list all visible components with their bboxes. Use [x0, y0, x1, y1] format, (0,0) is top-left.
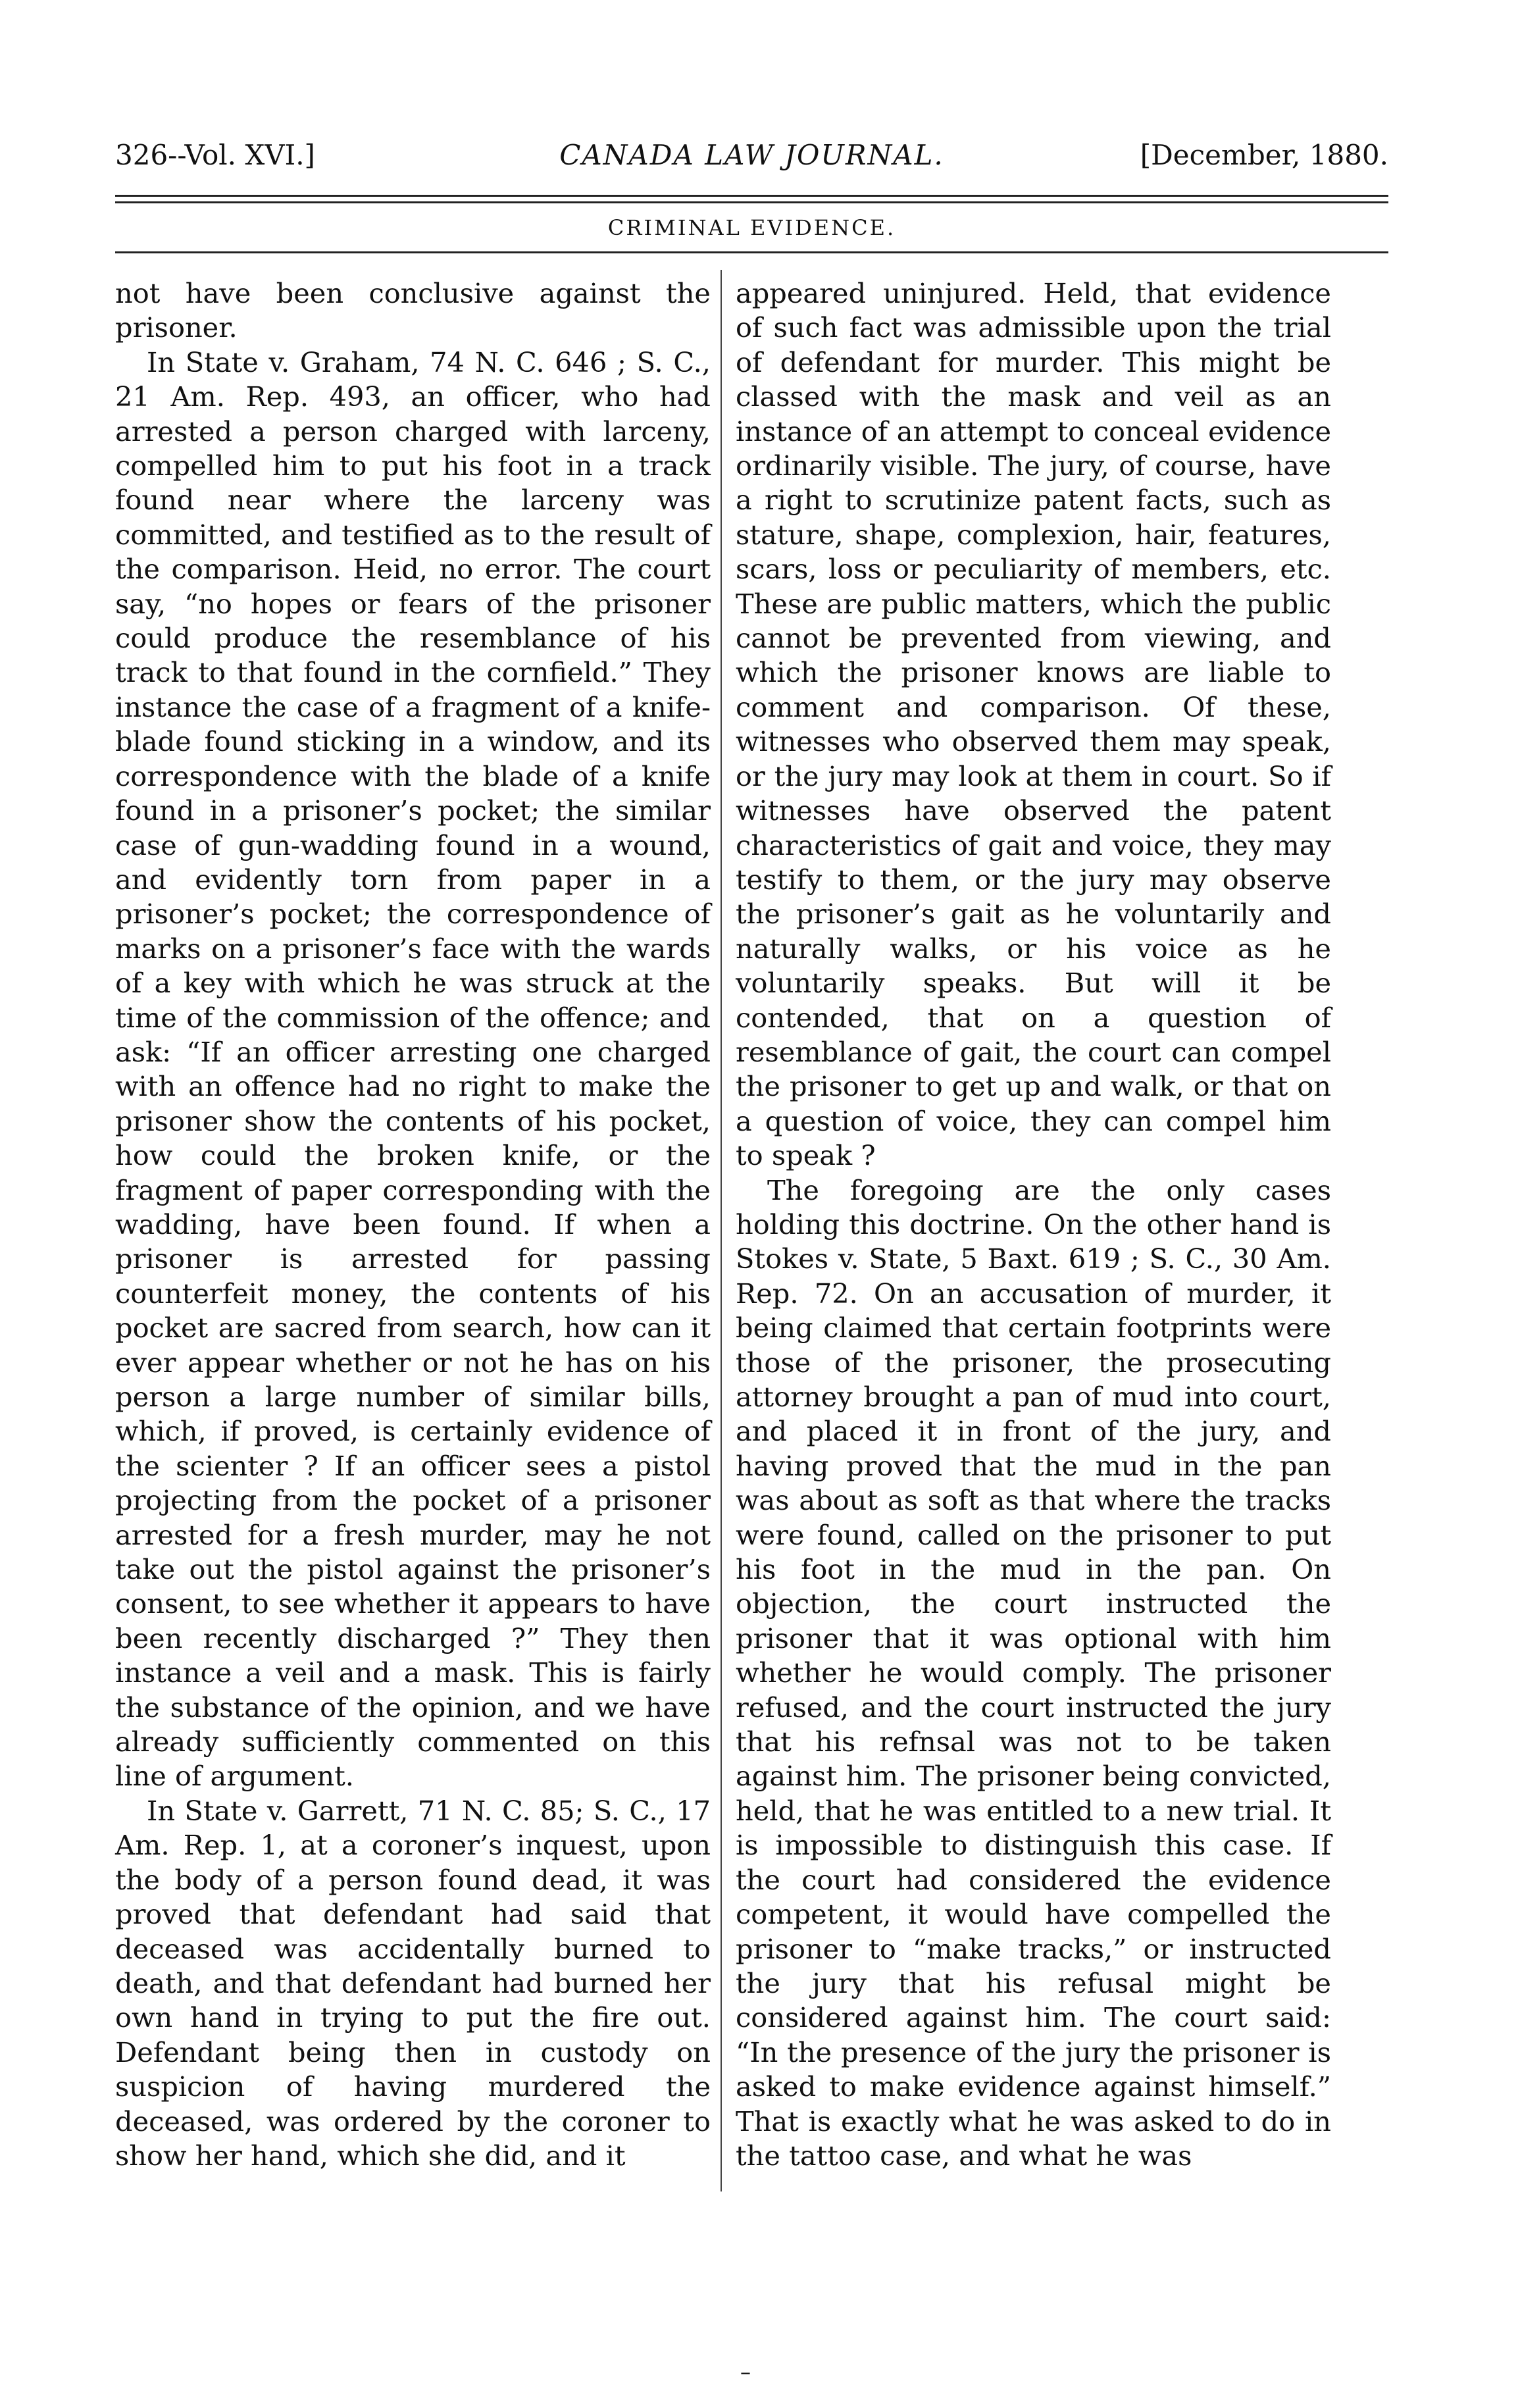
page-number-volume: 326--Vol. XVI.]	[115, 139, 315, 171]
issue-date: [December, 1880.	[1140, 139, 1388, 171]
header-rule-top	[115, 195, 1388, 197]
page-header	[115, 130, 1388, 183]
journal-title: CANADA LAW JOURNAL.	[559, 139, 944, 171]
paragraph: The foregoing are the only cases holding this doctrine. On the other hand is Stokes v. State, 5 Baxt. 619 ; S. C., 30 Am. Rep. 72. On an accusation of murder, it being claimed that certain footprints were those of the prisoner, the prosecuting attorney brought a pan of mud into court, and placed it in front of the jury, and having proved that the mud in the pan was about as soft as that where the tracks were found, called on the prisoner to put his foot in the mud in the pan. On objection, the court instructed the prisoner that it was optional with him whether he would comply. The prisoner refused, and the court instructed the jury that his refnsal was not to be taken against him. The prisoner being convicted, held, that he was entitled to a new trial. It is impossible to distinguish this case. If the court had considered the evidence competent, it would have compelled the prisoner to “make tracks,” or instructed the jury that his refusal might be considered against him. The court said: “In the presence of the jury the prisoner is asked to make evidence against himself.” That is exactly what he was asked to do in the tattoo case, and what he was	[736, 1173, 1331, 2172]
right-column	[736, 276, 1331, 2173]
paragraph: not have been conclusive against the prisoner.	[115, 277, 711, 344]
section-title: CRIMINAL EVIDENCE.	[607, 215, 896, 240]
paragraph: In State v. Garrett, 71 N. C. 85; S. C., 17 Am. Rep. 1, at a coroner’s inquest, upon the body of a person found dead, it was proved that defendant had said that deceased was accidentally burned to death, and that defendant had burned her own hand in trying to put the fire out. Defendant being then in custody on suspicion of having murdered the deceased, was ordered by the coroner to show her hand, which she did, and it	[115, 1794, 711, 2172]
paragraph: appeared uninjured. Held, that evidence of such fact was admissible upon the trial of defendant for murder. This might be classed with the mask and veil as an instance of an attempt to conceal evidence ordinarily visible. The jury, of course, have a right to scrutinize patent facts, such as stature, shape, complexion, hair, features, scars, loss or peculiarity of members, etc. These are public matters, which the public cannot be prevented from viewing, and which the prisoner knows are liable to comment and comparison. Of these, witnesses who observed them may speak, or the jury may look at them in court. So if witnesses have observed the patent characteristics of gait and voice, they may testify to them, or the jury may observe the prisoner’s gait as he voluntarily and naturally walks, or his voice as he voluntarily speaks. But will it be contended, that on a question of resemblance of gait, the court can compel the prisoner to get up and walk, or that on a question of voice, they can compel him to speak ?	[736, 277, 1331, 1172]
section-rule	[115, 251, 1388, 253]
footer-mark: –	[740, 2359, 751, 2384]
column-divider	[721, 270, 722, 2191]
left-column	[115, 276, 711, 2173]
paragraph: In State v. Graham, 74 N. C. 646 ; S. C., 21 Am. Rep. 493, an officer, who had arrested a person charged with larceny, compelled him to put his foot in a track found near where the larceny was committed, and testified as to the result of the comparison. Heid, no error. The court say, “no hopes or fears of the prisoner could produce the resemblance of his track to that found in the cornfield.” They instance the case of a fragment of a knife-blade found sticking in a window, and its correspondence with the blade of a knife found in a prisoner’s pocket; the similar case of gun-wadding found in a wound, and evidently torn from paper in a prisoner’s pocket; the correspondence of marks on a prisoner’s face with the wards of a key with which he was struck at the time of the commission of the offence; and ask: “If an officer arresting one charged with an offence had no right to make the prisoner show the contents of his pocket, how could the broken knife, or the fragment of paper corresponding with the wadding, have been found. If when a prisoner is arrested for passing counterfeit money, the contents of his pocket are sacred from search, how can it ever appear whether or not he has on his person a large number of similar bills, which, if proved, is certainly evidence of the scienter ? If an officer sees a pistol projecting from the pocket of a prisoner arrested for a fresh murder, may he not take out the pistol against the prisoner’s consent, to see whether it appears to have been recently discharged ?” They then instance a veil and a mask. This is fairly the substance of the opinion, and we have already sufficiently commented on this line of argument.	[115, 346, 711, 1793]
header-rule-bottom	[115, 201, 1388, 203]
